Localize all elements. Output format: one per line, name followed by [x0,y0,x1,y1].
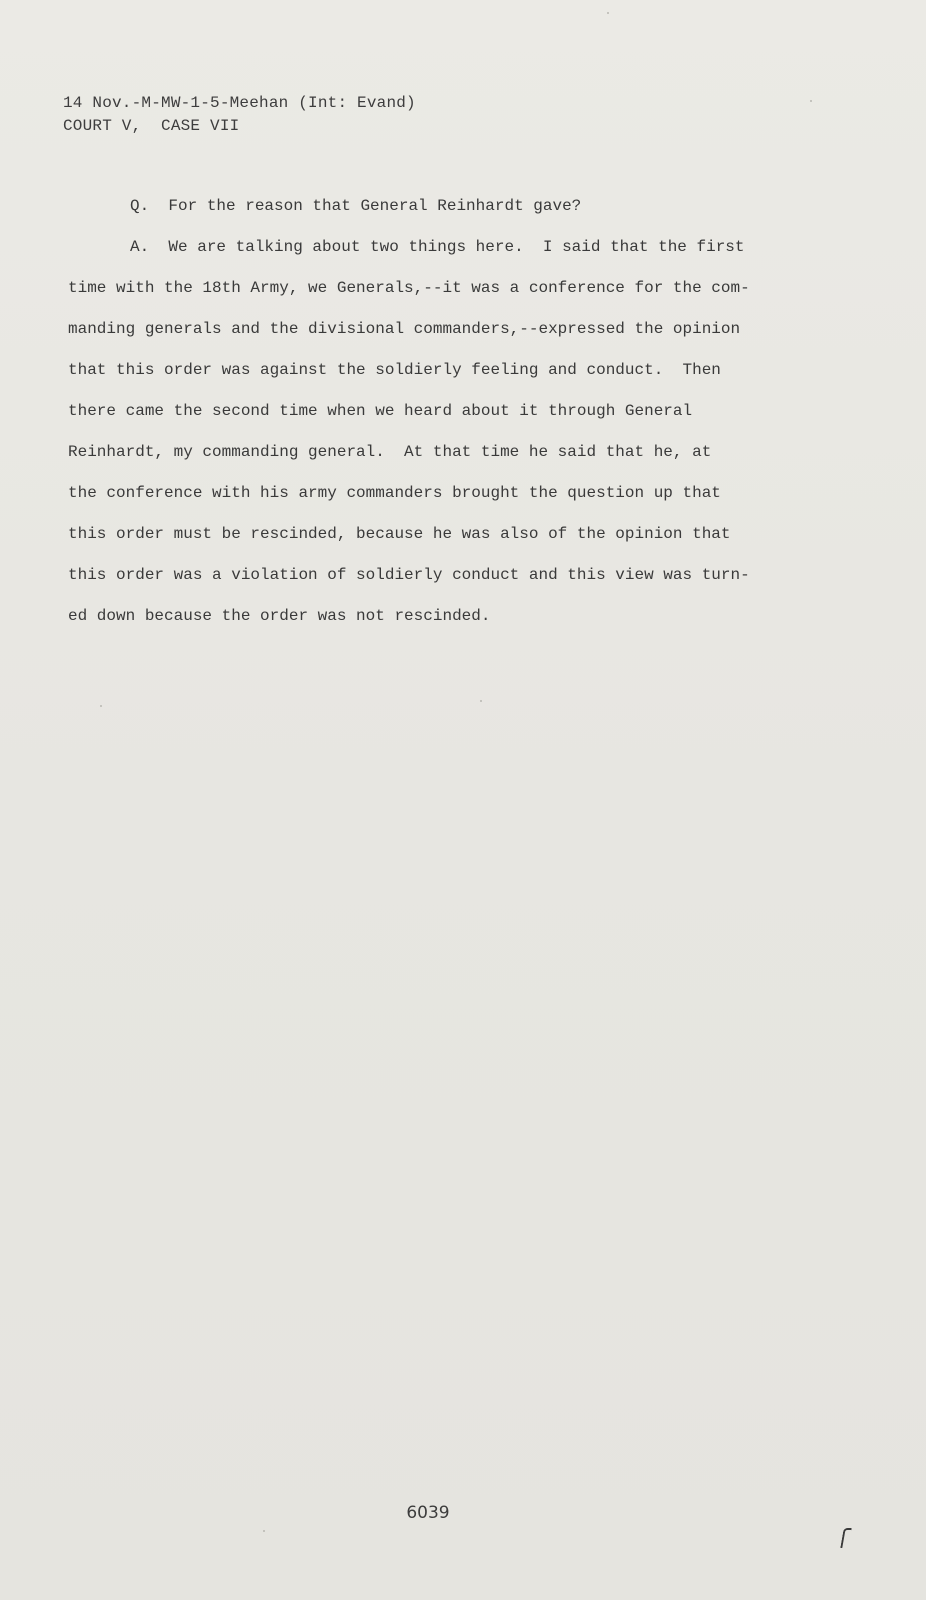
answer-line: this order must be rescinded, because he was also of the opinion that [68,525,731,543]
question-text: For the reason that General Reinhardt gave? [168,197,582,215]
handwritten-mark [840,1528,852,1548]
answer-line: ed down because the order was not rescinded. [68,607,491,625]
answer-line: that this order was against the soldierly feeling and conduct. Then [68,361,721,379]
answer-line: time with the 18th Army, we Generals,--it was a conference for the com- [68,279,750,297]
answer-line-text: We are talking about two things here. I said that the first [168,238,745,256]
question-paragraph [130,197,581,215]
page-number: 6039 [406,1503,450,1523]
paper-speck [263,1530,265,1532]
header-line-1: 14 Nov.-M-MW-1-5-Meehan (Int: Evand) [63,94,416,112]
answer-line: this order was a violation of soldierly conduct and this view was turn- [68,566,750,584]
answer-line [68,236,788,277]
answer-line: Reinhardt, my commanding general. At that time he said that he, at [68,443,712,461]
answer-line: manding generals and the divisional commanders,--expressed the opinion [68,320,741,338]
answer-line: there came the second time when we heard about it through General [68,402,693,420]
paper-speck [607,12,609,14]
document-header [63,92,416,138]
paper-speck [100,705,102,707]
header-line-2: COURT V, CASE VII [63,117,240,135]
paper-speck [810,100,812,102]
question-marker: Q. [130,197,150,215]
answer-line: the conference with his army commanders brought the question up that [68,484,721,502]
answer-marker: A. [130,238,150,256]
paper-speck [480,700,482,702]
answer-paragraph [68,236,788,646]
